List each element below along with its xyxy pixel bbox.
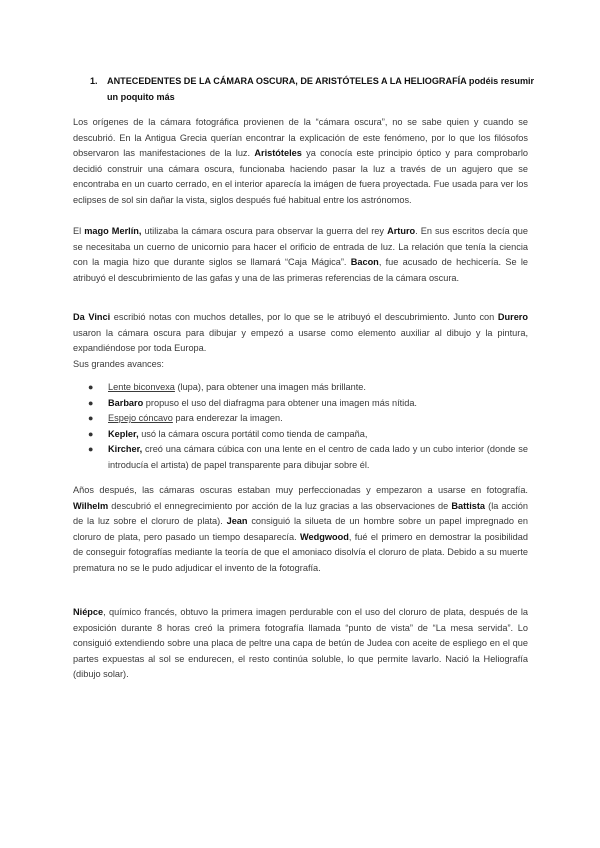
text-run: (lupa), para obtener una imagen más brillante. — [174, 382, 366, 392]
text-run: propuso el uso del diafragma para obtener una imagen más nítida. — [143, 397, 417, 408]
text-run: creó una cámara cúbica con una lente en el centro de cada lado y un cubo interior (donde se introducía el artista) de papel transparente para dibujar sobre él. — [108, 444, 528, 470]
list-item — [73, 427, 528, 443]
bold-davinci: Da Vinci — [73, 312, 111, 322]
underlined-term: Lente biconvexa — [108, 382, 175, 392]
paragraph-merlin — [73, 224, 528, 286]
text-run: utilizaba la cámara oscura para observar la guerra del rey — [141, 226, 388, 236]
bullet-icon: ● — [88, 397, 94, 408]
bold-niepce: Niépce — [73, 607, 104, 617]
bold-wilhelm: Wilhelm — [73, 500, 109, 511]
bullet-icon: ● — [88, 428, 94, 439]
text-run: . En sus escritos decía que se necesitaba un cuerno de unicornio para hacer el orificio de entrada de luz. La relación que tenía la ciencia con la magia hizo que durante siglos se llamará “Caja Mágica”. — [73, 226, 529, 268]
advances-list — [73, 380, 528, 474]
bullet-icon: ● — [88, 382, 94, 392]
bold-arturo: Arturo — [387, 226, 416, 236]
text-run: usaron la cámara oscura para dibujar y empezó a usarse como elemento auxiliar al dibujo y la pintura, expandiéndose por toda Europa. — [73, 327, 528, 354]
heading-number: 1. — [90, 76, 98, 86]
paragraph-niepce — [73, 605, 528, 683]
text-run: (la acción de la luz sobre el cloruro de plata). — [73, 500, 528, 527]
text-run: para enderezar la imagen. — [172, 413, 283, 424]
text-run: descubrió el ennegrecimiento por acción de la luz gracias a las observaciones de — [108, 500, 452, 511]
bold-jean: Jean — [226, 516, 248, 527]
bullet-icon: ● — [88, 444, 94, 455]
list-item — [73, 411, 528, 427]
text-run: usó la cámara oscura portátil como tienda de campaña, — [138, 428, 368, 439]
advances-intro: Sus grandes avances: — [73, 358, 164, 369]
text-run: ya conocía este principio óptico y para comprobarlo decidió construir una cámara oscura, funcionaba haciendo pasar la luz a través de un agujero que se encontraba en un cuarto cerrado, en el interior aparecía la imágen de fuera proyectada. Fue usada para ver los eclipses de sol sin dañar la vista, siglos después fué habitual entre los astrónomos. — [73, 148, 528, 205]
list-item — [73, 380, 528, 396]
text-run: Los orígenes de la cámara fotográfica provienen de la “cámara oscura”, no se sabe quien y cuando se descubrió. En la Antigua Grecia querían encontrar la explicación de este fenómeno, por lo que los filósofos observaron las manifestaciones de la luz. — [73, 117, 528, 159]
bold-kepler: Kepler, — [108, 428, 139, 439]
bold-wedgwood: Wedgwood — [299, 531, 349, 542]
text-run: escribió notas con muchos detalles, por lo que se le atribuyó el descubrimiento. Junto con — [110, 312, 498, 322]
heading-text: ANTECEDENTES DE LA CÁMARA OSCURA, DE ARISTÓTELES A LA HELIOGRAFÍA podéis resumir un poquito más — [107, 76, 535, 102]
bullet-icon: ● — [88, 413, 94, 424]
list-item — [73, 396, 528, 412]
text-run: , químico francés, obtuvo la primera imagen perdurable con el uso del cloruro de plata, después de la exposición durante 8 horas creó la primera fotografía llamada “punto de vista” de “La mesa servida”. Lo consiguió extendiendo sobre una placa de peltre una capa de betún de Judea con aceite de espliego en el que partes expuestas al sol se endurecen, el resto continúa soluble, lo que permite lavarlo. Nació la Heliografía (dibujo solar). — [73, 607, 528, 680]
text-run: consiguió la silueta de un hombre sobre un papel impregnado en cloruro de plata, pero pasado un tiempo desaparecía. — [73, 516, 528, 542]
paragraph-origins — [73, 115, 528, 209]
list-item — [73, 442, 528, 473]
section-heading — [90, 74, 540, 105]
underlined-term: Espejo cóncavo — [108, 413, 173, 424]
bold-kircher: Kircher, — [108, 444, 143, 455]
text-run: , fue acusado de hechicería. Se le atribuyó el descubrimiento de las gafas y una de las primeras referencias de la cámara oscura. — [73, 257, 528, 283]
bold-durero: Durero — [497, 312, 528, 322]
text-run: El — [73, 226, 85, 236]
paragraph-photography — [73, 483, 528, 577]
bold-aristoteles: Aristóteles — [254, 148, 302, 159]
bold-bacon: Bacon — [350, 257, 379, 268]
bold-barbaro: Barbaro — [108, 397, 144, 408]
bold-battista: Battista — [451, 500, 486, 511]
text-run: , fué el primero en demostrar la posibilidad de conseguir fotografías mediante la teoría de que el amoniaco disolvía el cloruro de plata. Debido a su muerte prematura no se le pudo adjudicar el invento de la fotografía. — [73, 531, 528, 573]
paragraph-davinci — [73, 310, 528, 372]
text-run: Años después, las cámaras oscuras estaban muy perfeccionadas y empezaron a usarse en fotografía. — [73, 485, 528, 495]
bold-merlin: mago Merlín, — [84, 226, 142, 236]
